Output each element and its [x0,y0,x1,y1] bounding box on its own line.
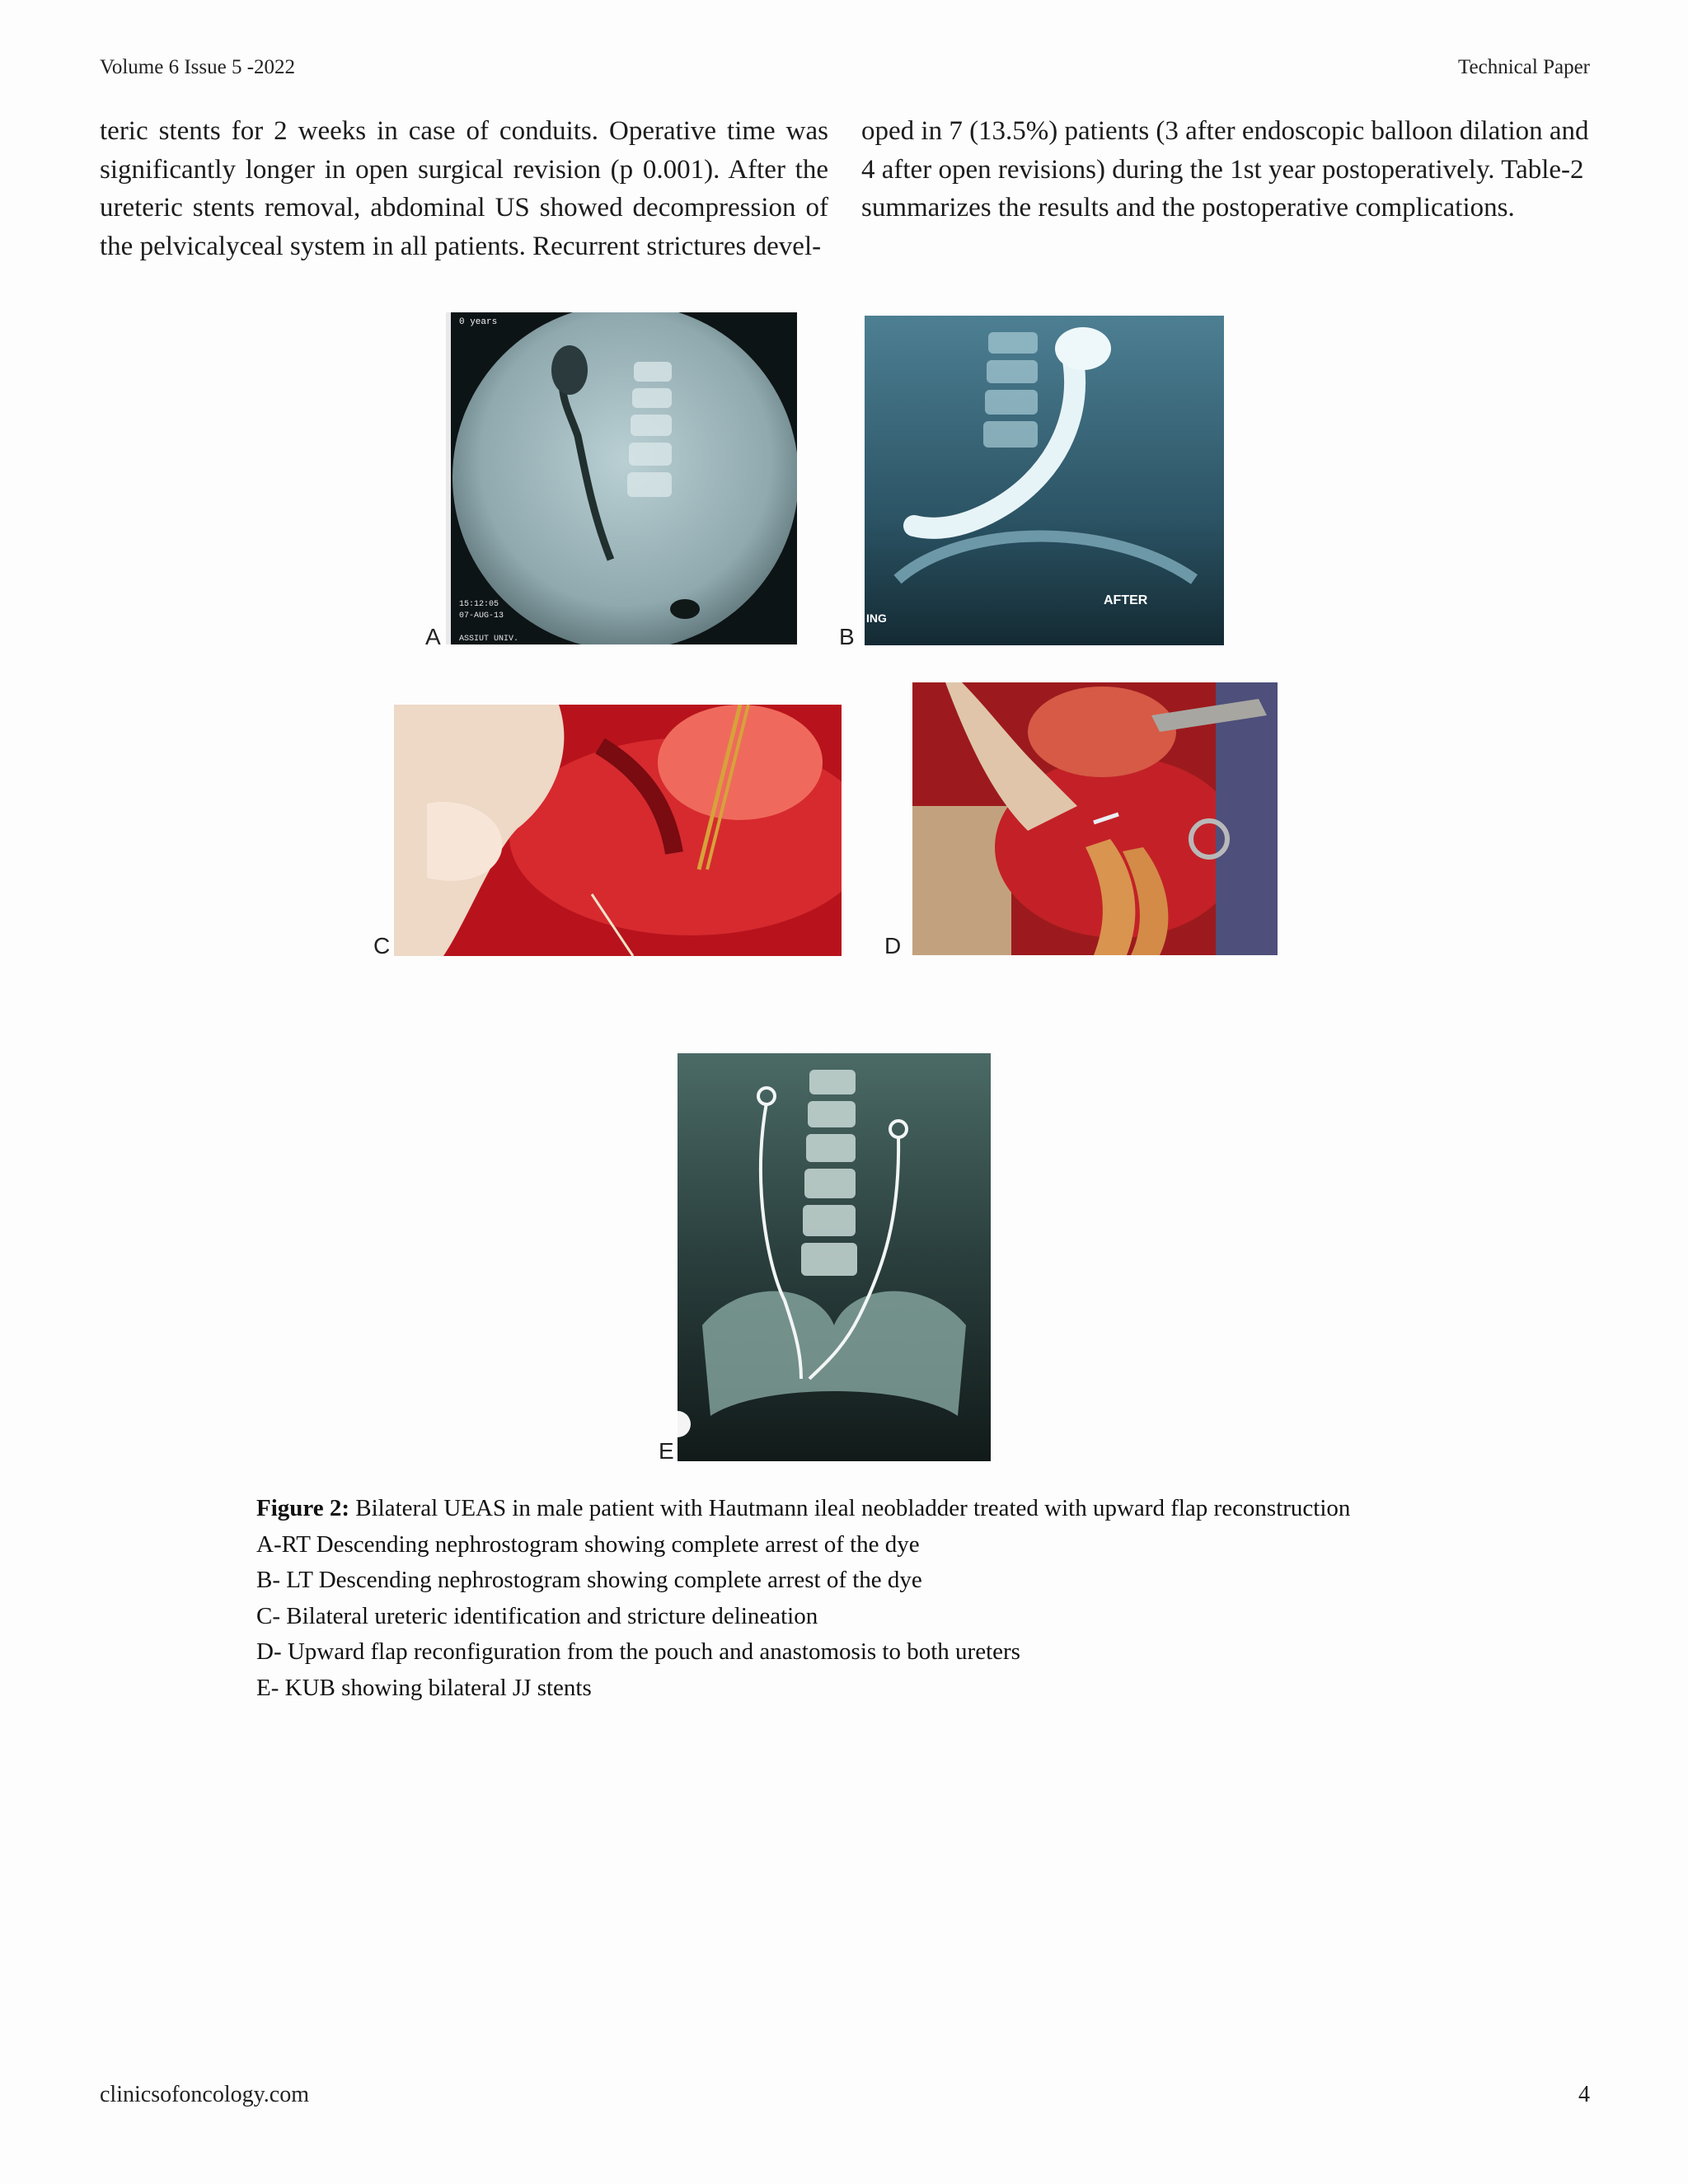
figure-panel-a [446,312,797,644]
caption-item: D- Upward flap reconfiguration from the pouch and anastomosis to both ureters [256,1638,1020,1665]
body-line: ureteric stents removal, abdominal US showed decompression of [100,193,828,223]
caption-item: A-RT Descending nephrostogram showing complete arrest of the dye [256,1530,920,1558]
image-overlay-text: ASSIUT UNIV. [459,635,519,644]
figure-panel-b [865,316,1224,645]
body-line: teric stents for 2 weeks in case of conduits. Operative time was [100,116,828,146]
panel-label-d: D [884,933,902,958]
caption-title-label: Figure 2: [256,1495,350,1521]
kub-xray-jj-stents [678,1053,991,1461]
panel-label-b: B [839,624,855,649]
figure-panel-c [394,705,842,956]
nephrostogram-left-image [865,316,1224,645]
image-overlay-text: 0 years [459,317,498,327]
body-line: the pelvicalyceal system in all patients. Recurrent strictures devel- [100,231,822,261]
caption-title [256,1491,1542,1527]
figure-panel-d [912,682,1278,955]
image-overlay-text: 15:12:05 [459,600,499,609]
page-number: 4 [1578,2082,1590,2107]
caption-item: E- KUB showing bilateral JJ stents [256,1674,592,1701]
running-header-section: Technical Paper [1458,56,1590,78]
image-overlay-text: AFTER [1104,593,1148,607]
caption-title-text: Bilateral UEAS in male patient with Hautmann ileal neobladder treated with upward flap reconstruction [349,1495,1351,1521]
running-header-volume: Volume 6 Issue 5 -2022 [100,56,296,78]
nephrostogram-right-image [446,312,797,644]
image-overlay-text: ING [866,612,887,625]
body-column-right: oped in 7 (13.5%) patients (3 after endoscopic balloon dilation and 4 after open revisions) during the 1st year postoperatively. Table-2 summarizes the results and the postoperative complications. [861,116,1589,223]
footer-site: clinicsofoncology.com [100,2082,310,2107]
figure-panel-e [678,1053,991,1461]
caption-item: C- Bilateral ureteric identification and stricture delineation [256,1602,818,1629]
surgical-photo-flap-anastomosis [912,682,1278,955]
caption-item: B- LT Descending nephrostogram showing complete arrest of the dye [256,1567,922,1593]
body-line: significantly longer in open surgical revision (p 0.001). After the [100,154,828,185]
panel-label-a: A [425,624,441,649]
surgical-photo-ureter-identification [394,705,842,956]
panel-label-e: E [659,1438,674,1464]
body-column-left [100,112,828,265]
panel-label-c: C [373,933,391,958]
image-overlay-text: 07-AUG-13 [459,612,504,621]
figure-caption [256,1491,1542,1706]
